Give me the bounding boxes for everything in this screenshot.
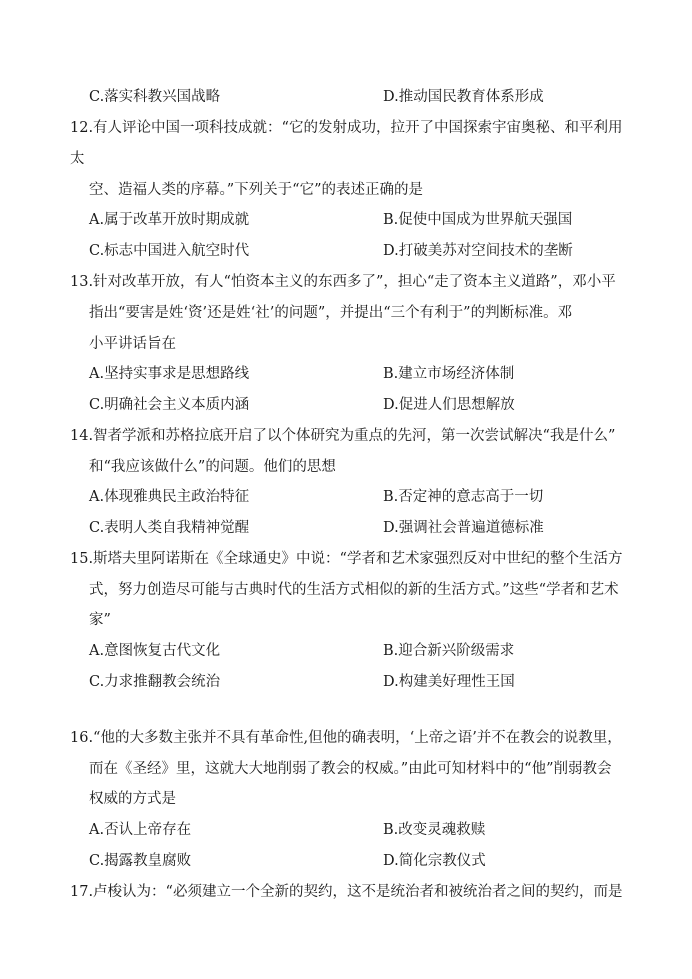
option-c: C.表明人类自我精神觉醒 bbox=[89, 520, 250, 536]
question-15-text: 式，努力创造尽可能与古典时代的生活方式相似的新的生活方式。”这些“学者和艺术 bbox=[89, 582, 619, 598]
option-b: B.改变灵魂救赎 bbox=[383, 822, 486, 838]
option-c: C.明确社会主义本质内涵 bbox=[89, 397, 250, 413]
option-d: D.构建美好理性王国 bbox=[383, 674, 515, 690]
option-d: D.推动国民教育体系形成 bbox=[383, 89, 544, 105]
option-c: C.力求推翻教会统治 bbox=[89, 674, 221, 690]
option-d: D.强调社会普遍道德标准 bbox=[383, 520, 544, 536]
question-15-text: 家” bbox=[89, 612, 111, 628]
question-13-text: 小平讲话旨在 bbox=[89, 336, 176, 352]
question-14-text: 和“我应该做什么”的问题。他们的思想 bbox=[89, 459, 336, 475]
question-12-text: 太 bbox=[70, 151, 85, 167]
question-16-text: 而在《圣经》里，这就大大地削弱了教会的权威。”由此可知材料中的“他”削弱教会 bbox=[89, 761, 612, 777]
question-13-text: 指出“要害是姓‘资’还是姓‘社’的问题”，并提出“三个有利于”的判断标准。邓 bbox=[89, 305, 573, 321]
option-d: D.简化宗教仪式 bbox=[383, 853, 486, 869]
option-c: C.揭露教皇腐败 bbox=[89, 853, 192, 869]
option-c: C.落实科教兴国战略 bbox=[89, 89, 221, 105]
option-a: A.体现雅典民主政治特征 bbox=[89, 489, 250, 505]
option-a: A.否认上帝存在 bbox=[89, 822, 192, 838]
option-b: B.促使中国成为世界航天强国 bbox=[383, 212, 573, 228]
option-b: B.否定神的意志高于一切 bbox=[383, 489, 544, 505]
question-16-text: 16.“他的大多数主张并不具有革命性,但他的确表明，‘上帝之语’并不在教会的说教里， bbox=[70, 730, 622, 746]
option-b: B.建立市场经济体制 bbox=[383, 366, 515, 382]
option-d: D.促进人们思想解放 bbox=[383, 397, 515, 413]
option-a: A.属于改革开放时期成就 bbox=[89, 212, 250, 228]
question-13-text: 13.针对改革开放，有人“怕资本主义的东西多了”，担心“走了资本主义道路”，邓小平 bbox=[70, 274, 616, 290]
option-b: B.迎合新兴阶级需求 bbox=[383, 643, 515, 659]
option-c: C.标志中国进入航空时代 bbox=[89, 243, 250, 259]
option-a: A.意图恢复古代文化 bbox=[89, 643, 221, 659]
question-16-text: 权威的方式是 bbox=[89, 791, 176, 807]
question-15-text: 15.斯塔夫里阿诺斯在《全球通史》中说：“学者和艺术家强烈反对中世纪的整个生活方 bbox=[70, 551, 623, 567]
question-12-text: 12.有人评论中国一项科技成就：“它的发射成功，拉开了中国探索宇宙奥秘、和平利用 bbox=[70, 120, 623, 136]
option-d: D.打破美苏对空间技术的垄断 bbox=[383, 243, 573, 259]
question-14-text: 14.智者学派和苏格拉底开启了以个体研究为重点的先河，第一次尝试解决“我是什么” bbox=[70, 428, 616, 444]
option-a: A.坚持实事求是思想路线 bbox=[89, 366, 250, 382]
question-12-text: 空、造福人类的序幕。”下列关于“它”的表述正确的是 bbox=[89, 182, 423, 198]
question-17-text: 17.卢梭认为：“必须建立一个全新的契约，这不是统治者和被统治者之间的契约，而是 bbox=[70, 884, 623, 900]
